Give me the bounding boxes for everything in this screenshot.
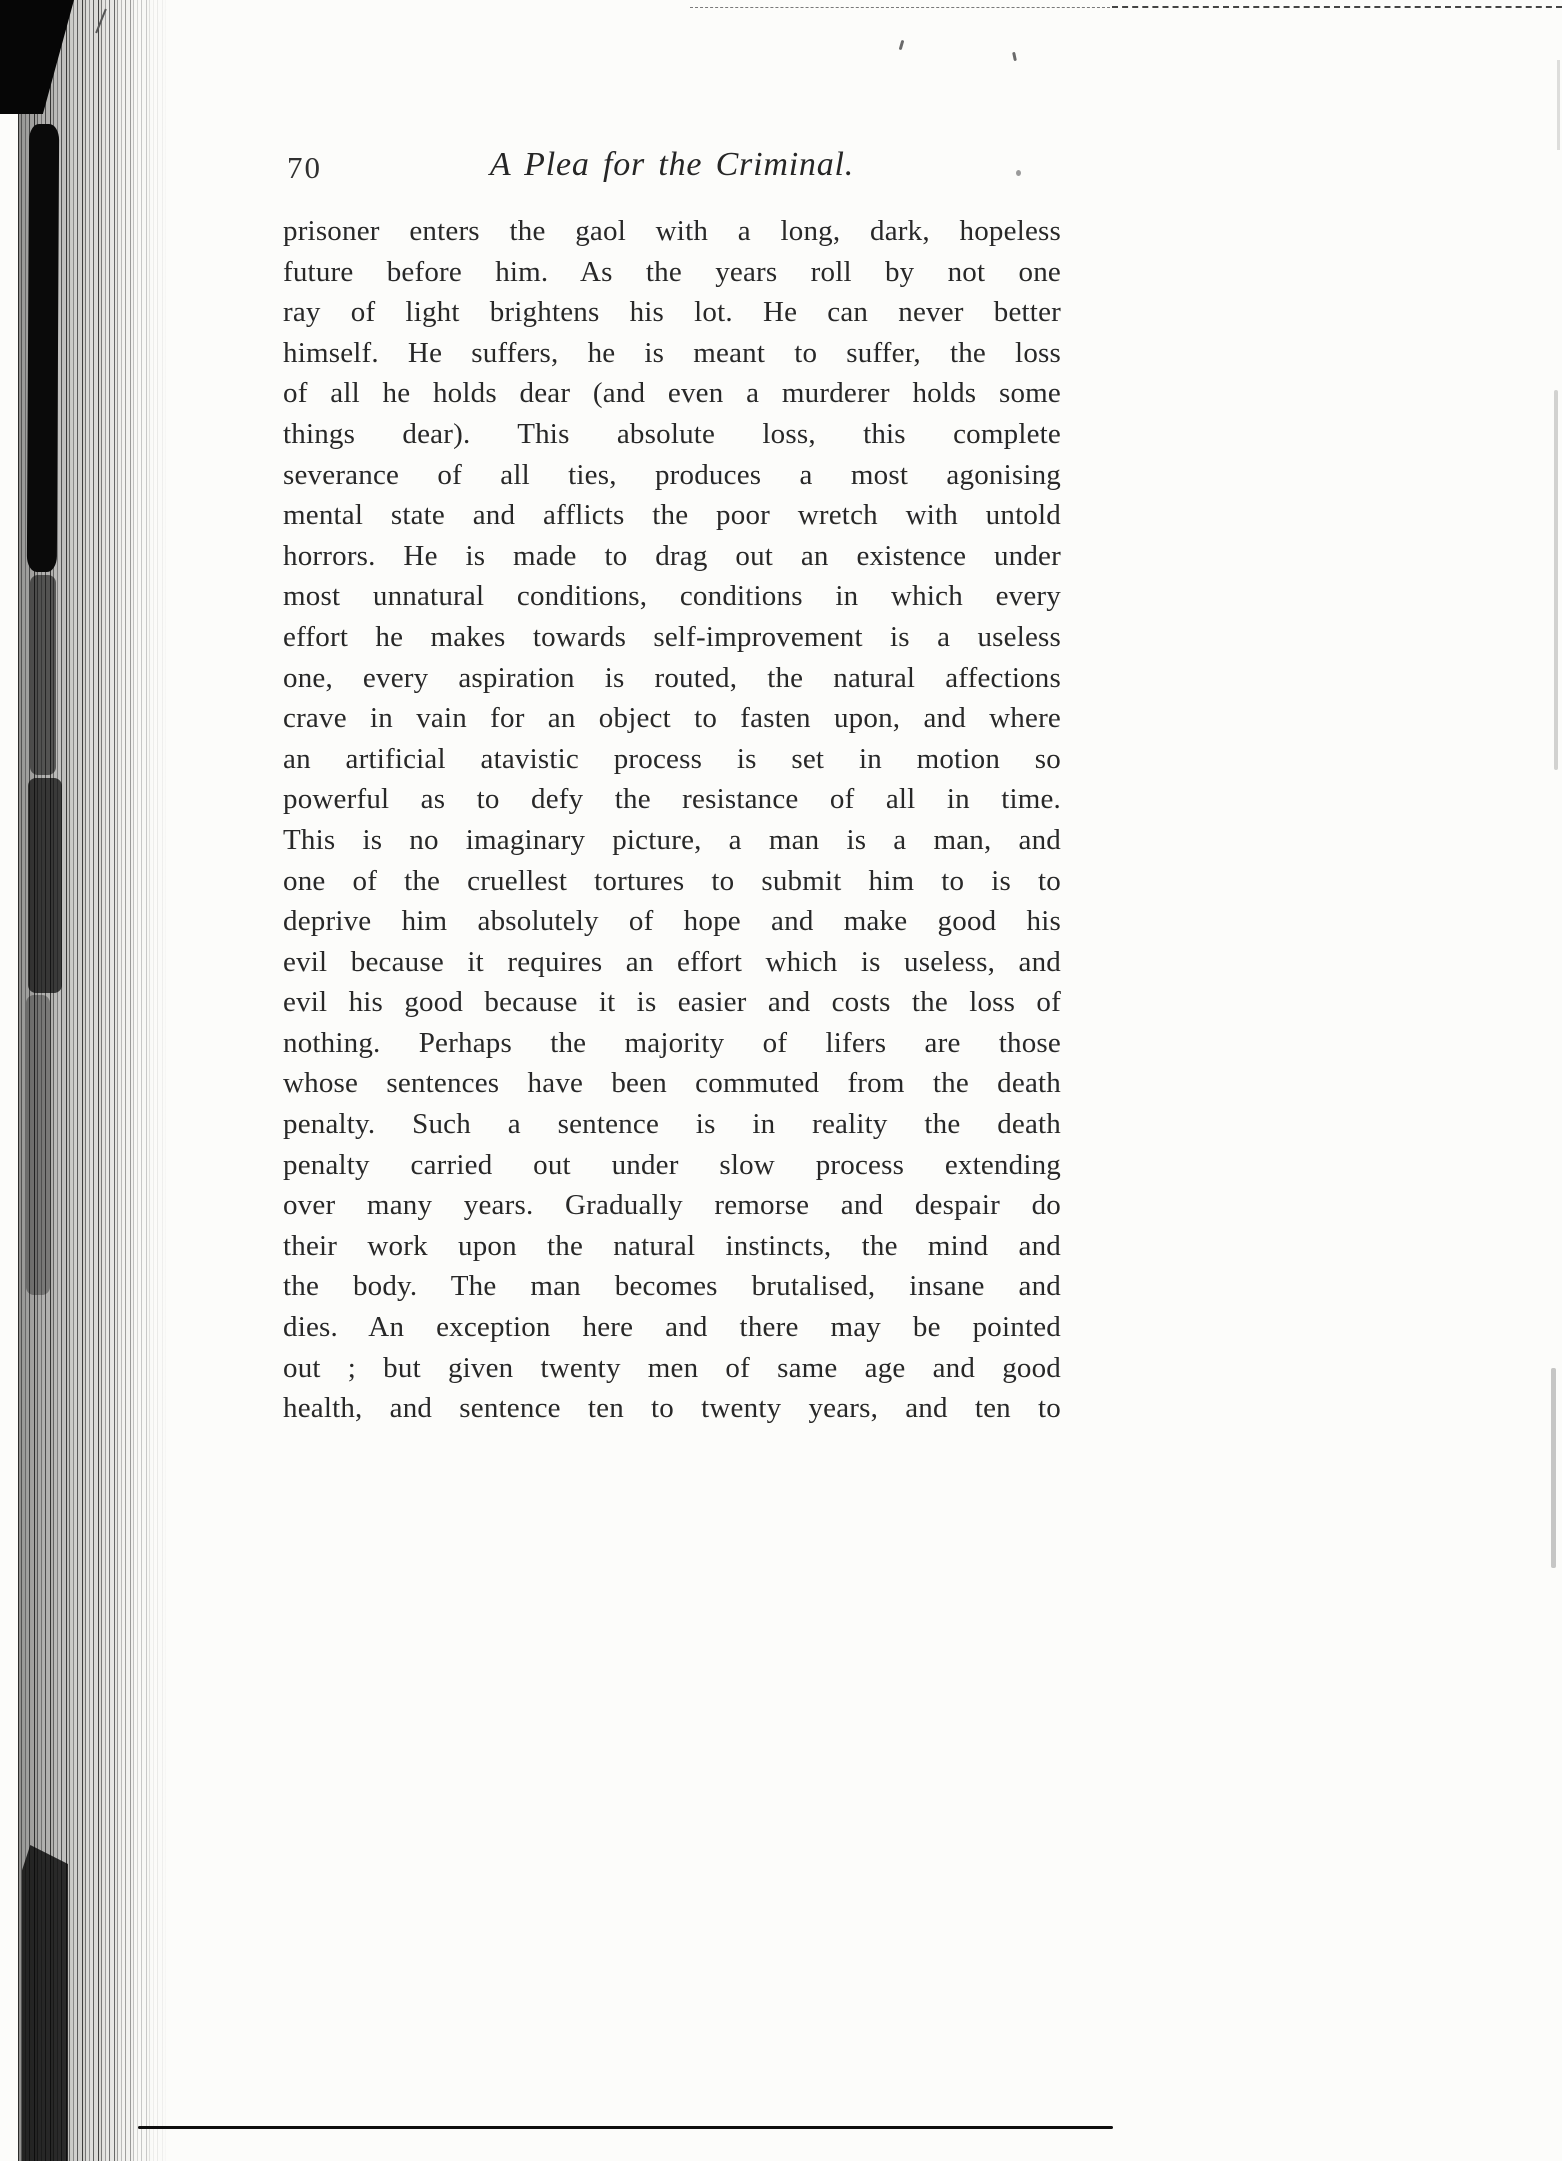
text-line: their work upon the natural instincts, the mind and — [283, 1229, 1061, 1262]
text-line: mental state and afflicts the poor wretch with untold — [283, 499, 1061, 532]
body-text — [283, 211, 1061, 1429]
scan-blot-bar — [26, 995, 50, 1295]
scan-speck — [1012, 52, 1017, 61]
scan-blot-bottom-left — [22, 1845, 68, 2161]
text-line: severance of all ties, produces a most agonising — [283, 458, 1061, 491]
page-number: 70 — [287, 150, 322, 185]
text-line: himself. He suffers, he is meant to suffer, the loss — [283, 336, 1061, 369]
text-line: future before him. As the years roll by not one — [283, 255, 1061, 288]
text-line: over many years. Gradually remorse and despair do — [283, 1189, 1061, 1222]
text-line: most unnatural conditions, conditions in which every — [283, 580, 1061, 613]
text-line: evil his good because it is easier and costs the loss of — [283, 986, 1061, 1019]
text-line: effort he makes towards self-improvement is a useless — [283, 620, 1061, 653]
scan-blot-bar — [30, 575, 56, 775]
text-line: out ; but given twenty men of same age and good — [283, 1351, 1061, 1384]
text-line: health, and sentence ten to twenty years, and ten to — [283, 1392, 1061, 1425]
text-line: horrors. He is made to drag out an existence under — [283, 539, 1061, 572]
text-line: dies. An exception here and there may be pointed — [283, 1311, 1061, 1344]
text-line: nothing. Perhaps the majority of lifers are those — [283, 1026, 1061, 1059]
text-line: whose sentences have been commuted from the death — [283, 1067, 1061, 1100]
text-line: an artificial atavistic process is set in motion so — [283, 742, 1061, 775]
text-line: penalty carried out under slow process extending — [283, 1148, 1061, 1181]
text-line: crave in vain for an object to fasten upon, and where — [283, 702, 1061, 735]
text-line: powerful as to defy the resistance of all in time. — [283, 783, 1061, 816]
text-line: This is no imaginary picture, a man is a man, and — [283, 823, 1061, 856]
text-line: deprive him absolutely of hope and make good his — [283, 905, 1061, 938]
text-line: of all he holds dear (and even a murderer holds some — [283, 377, 1061, 410]
page-title: A Plea for the Criminal. — [489, 146, 855, 183]
text-line: things dear). This absolute loss, this complete — [283, 417, 1061, 450]
text-line: evil because it requires an effort which is useless, and — [283, 945, 1061, 978]
scan-blot-bar — [27, 124, 59, 572]
scan-right-edge-mark — [1557, 60, 1560, 150]
text-line: one of the cruellest tortures to submit him to is to — [283, 864, 1061, 897]
text-line: the body. The man becomes brutalised, insane and — [283, 1270, 1061, 1303]
page-header — [283, 146, 1061, 196]
scan-top-rule — [1112, 6, 1562, 8]
scan-right-edge-mark — [1554, 390, 1558, 770]
scan-bottom-rule — [138, 2126, 1113, 2129]
text-line: one, every aspiration is routed, the natural affections — [283, 661, 1061, 694]
text-line: penalty. Such a sentence is in reality the death — [283, 1108, 1061, 1141]
text-line: prisoner enters the gaol with a long, dark, hopeless — [283, 215, 1061, 247]
scan-blot-bar — [28, 778, 62, 993]
text-line: ray of light brightens his lot. He can never better — [283, 296, 1061, 329]
scan-right-edge-mark — [1551, 1368, 1556, 1568]
scan-top-rule — [690, 7, 1110, 8]
scan-speck — [899, 40, 905, 50]
